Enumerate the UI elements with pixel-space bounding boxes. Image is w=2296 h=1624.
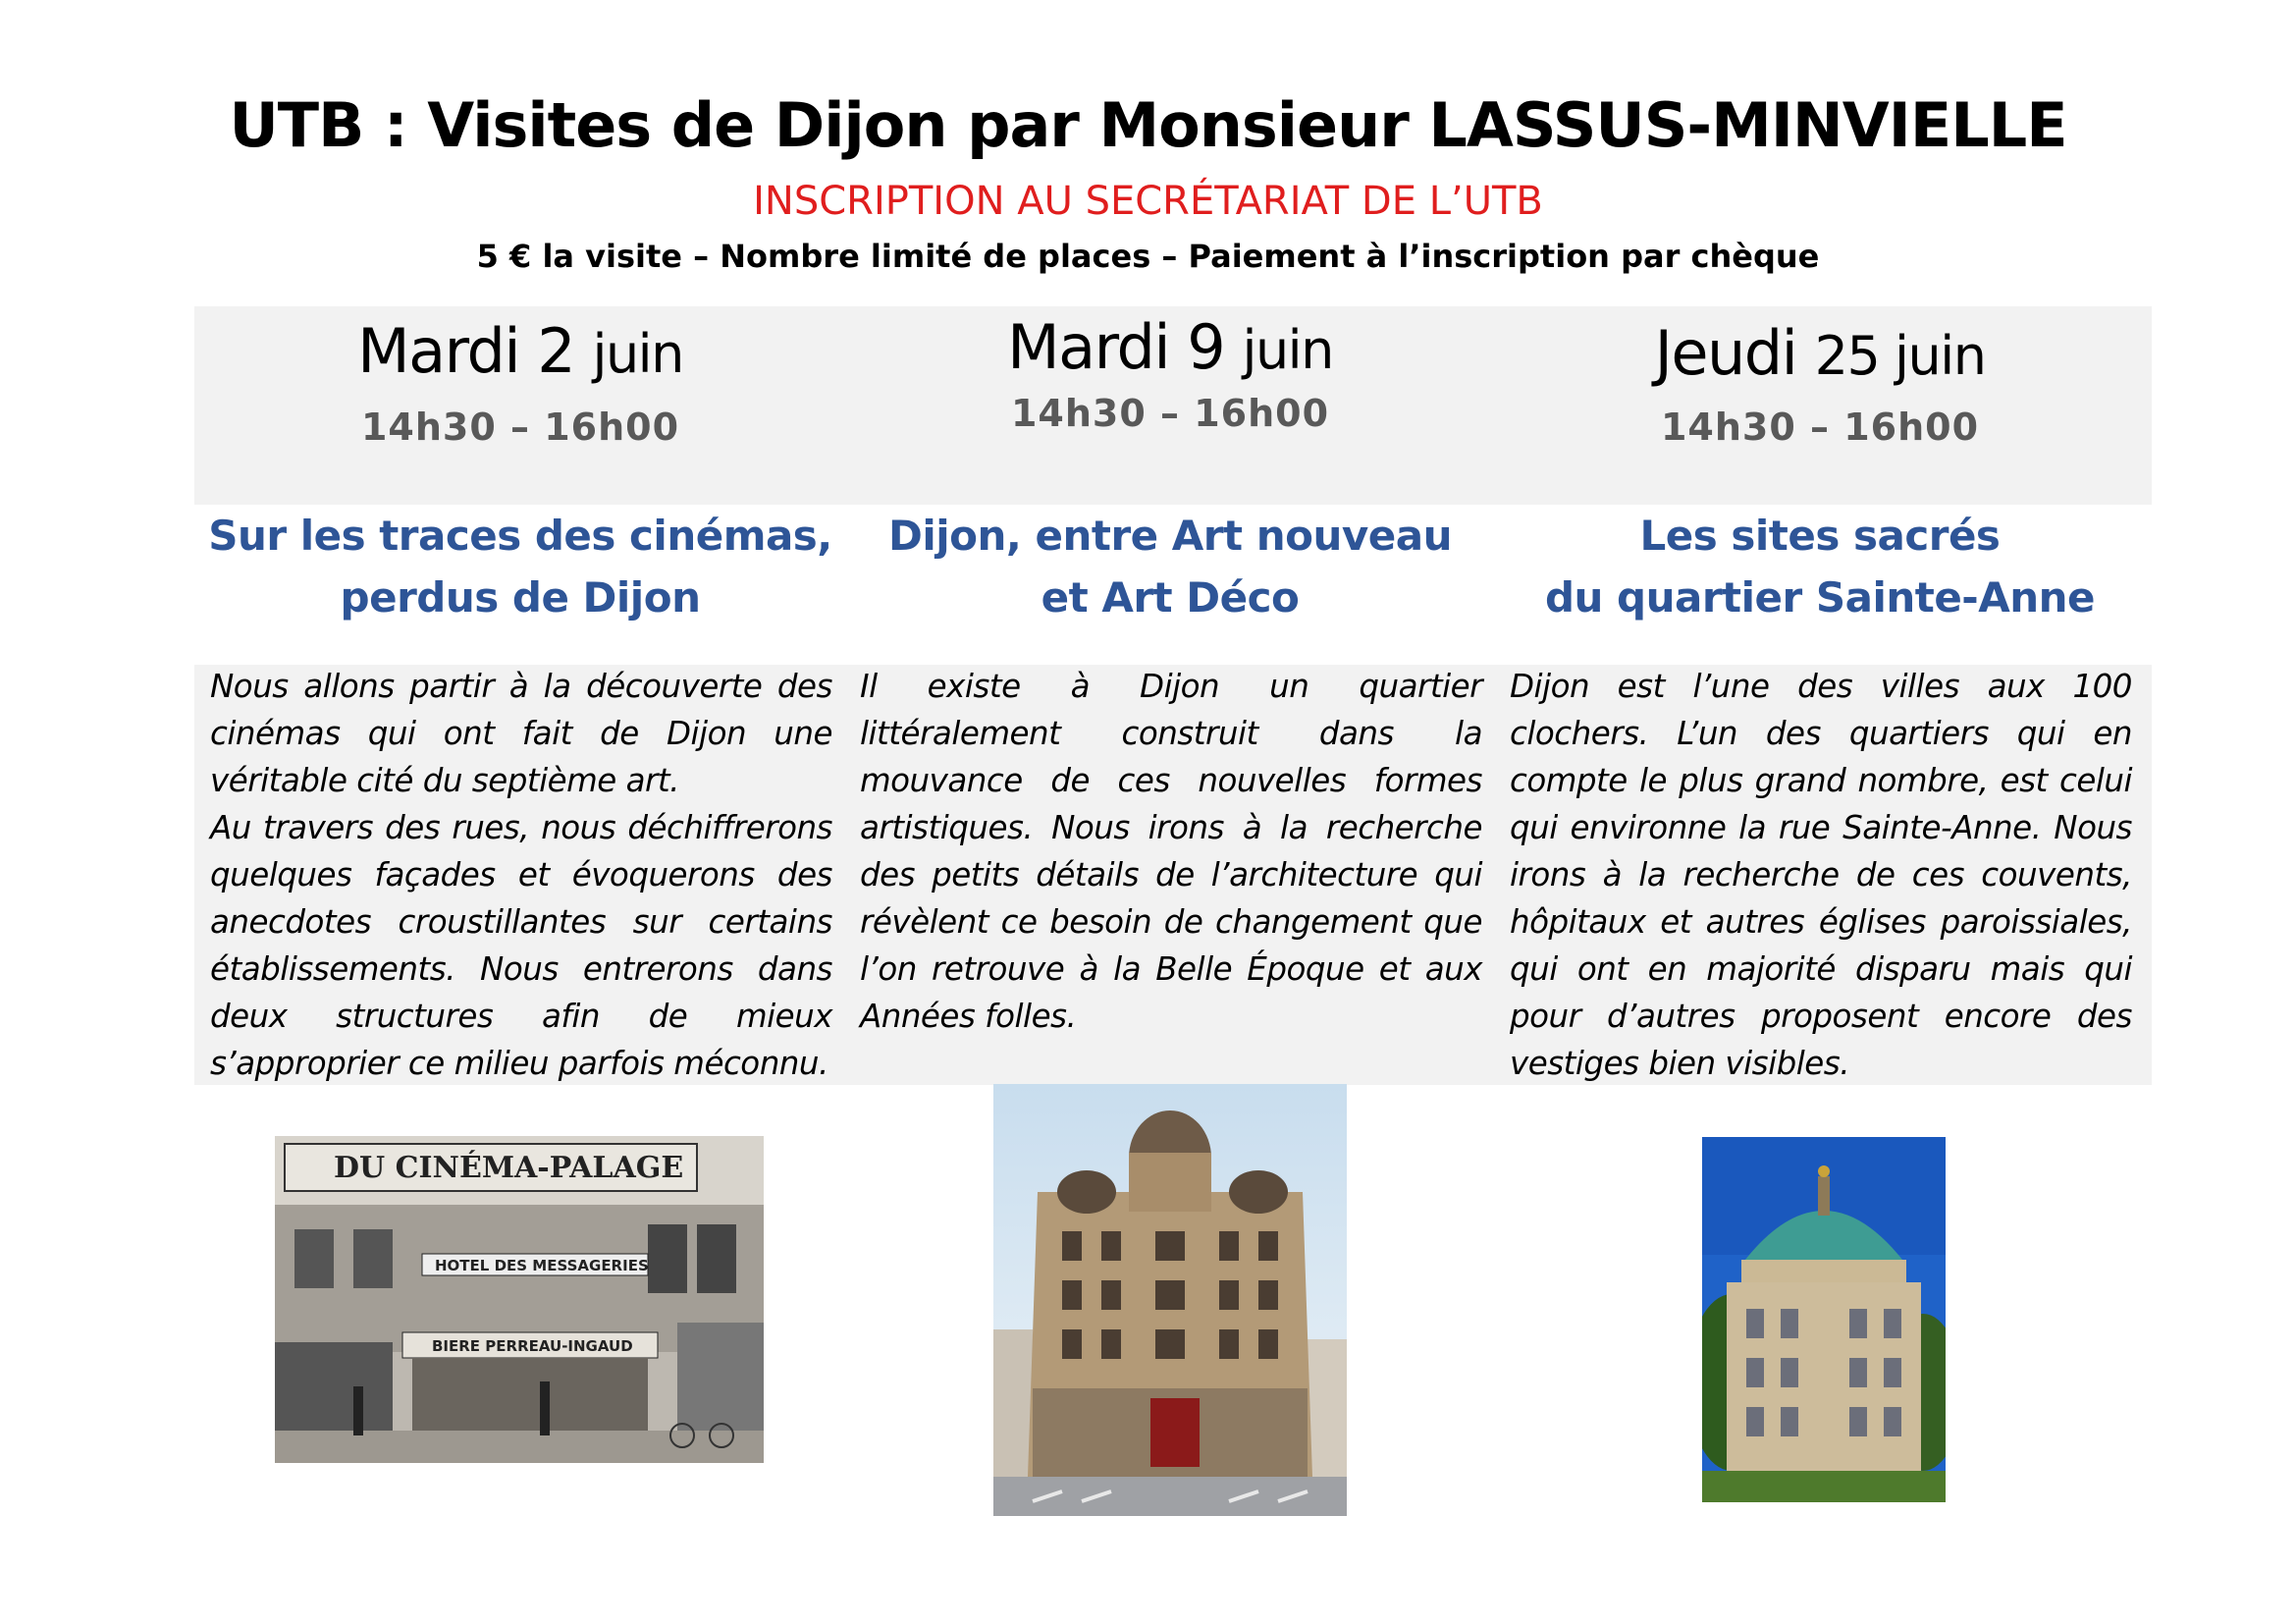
visit-3-date [1506, 318, 2134, 392]
visit-1-topic-line2: perdus de Dijon [340, 573, 701, 622]
visit-3-topic [1506, 505, 2134, 628]
visit-1-description [210, 663, 832, 1087]
visit-3-time: 14h30 – 16h00 [1660, 406, 1980, 449]
price-info: 5 € la visite – Nombre limité de places – Paiement à l’inscription par chèque [476, 238, 1820, 275]
cinema-palace-photo [275, 1136, 764, 1463]
visit-2-date [856, 312, 1484, 386]
visit-3-description [1510, 663, 2132, 1087]
visit-3-month: 25 juin [1814, 325, 1986, 387]
art-nouveau-building-photo [993, 1084, 1347, 1516]
visit-1-weekday: Mardi 2 [357, 315, 575, 387]
visit-1-month: juin [592, 323, 683, 385]
sainte-anne-church-photo [1702, 1137, 1946, 1502]
visit-1-topic-line1: Sur les traces des cinémas, [208, 512, 832, 560]
visit-1-time: 14h30 – 16h00 [360, 406, 680, 449]
visit-2-topic-line2: et Art Déco [1041, 573, 1300, 622]
hotel-sign-text: HOTEL DES MESSAGERIES [435, 1257, 649, 1274]
visit-3-desc-p1: Dijon est l’une des villes aux 100 clochers. L’un des quartiers qui en compte le plus grand nombre, est celui qui environne la rue Sainte-Anne. Nous irons à la recherche de ces couvents, hôpitaux et autres églises paroissiales, qui ont en majorité disparu mais qui pour d’autres proposent encore des vestiges bien visibles. [1510, 668, 2132, 1082]
visit-2-month: juin [1242, 319, 1333, 381]
visit-2-topic [856, 505, 1484, 628]
visit-1-date [206, 316, 834, 390]
visit-2-weekday: Mardi 9 [1007, 311, 1225, 383]
visit-2-topic-line1: Dijon, entre Art nouveau [888, 512, 1452, 560]
page-title: UTB : Visites de Dijon par Monsieur LASSUS-MINVIELLE [229, 89, 2067, 161]
biere-sign-text: BIERE PERREAU-INGAUD [432, 1337, 633, 1355]
registration-notice: INSCRIPTION AU SECRÉTARIAT DE L’UTB [753, 179, 1543, 224]
visit-2-time: 14h30 – 16h00 [1010, 392, 1330, 435]
visit-3-topic-line1: Les sites sacrés [1639, 512, 2001, 560]
visit-2-desc-p1: Il existe à Dijon un quartier littéralement construit dans la mouvance de ces nouvelles formes artistiques. Nous irons à la recherche des petits détails de l’architecture qui révèlent ce besoin de changement que l’on retrouve à la Belle Époque et aux Années folles. [860, 668, 1482, 1035]
visit-2-description [860, 663, 1482, 1040]
visit-1-desc-p2: Au travers des rues, nous déchiffrerons quelques façades et évoquerons des anecdotes croustillantes sur certains établissements. Nous entrerons dans deux structures afin de mieux s’approprier ce milieu parfois méconnu. [210, 809, 832, 1082]
visit-1-desc-p1: Nous allons partir à la découverte des cinémas qui ont fait de Dijon une véritable cité du septième art. [210, 668, 832, 799]
visit-1-topic [206, 505, 834, 628]
cinema-sign-text: DU CINÉMA-PALAGE [334, 1151, 684, 1185]
visit-3-weekday: Jeudi [1654, 317, 1797, 389]
visit-3-topic-line2: du quartier Sainte-Anne [1544, 573, 2096, 622]
